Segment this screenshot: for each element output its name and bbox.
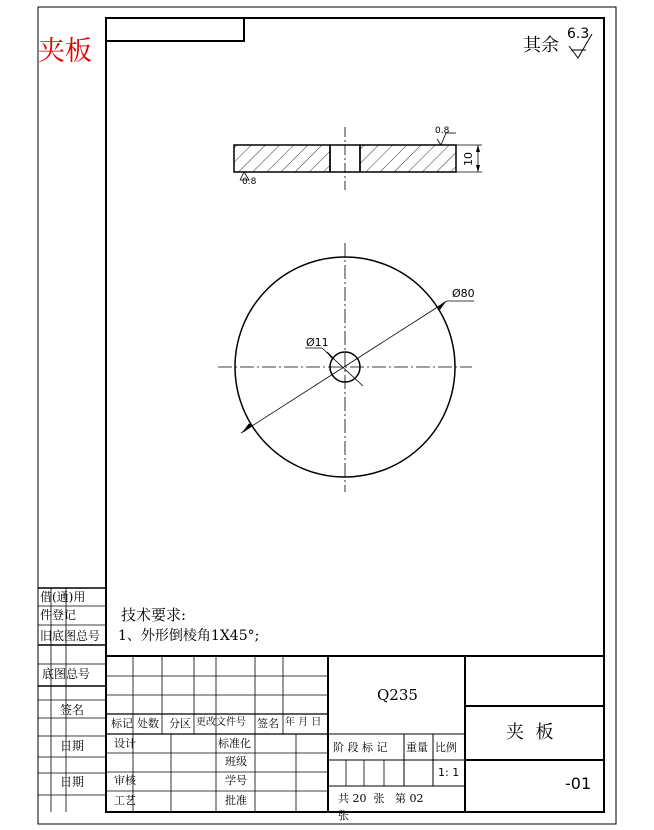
- lbl-standardization: 标准化: [218, 737, 251, 750]
- inner-dia-label: Ø11: [306, 336, 329, 349]
- hdr-date: 年 月 日: [285, 717, 322, 728]
- lbl-approve: 批准: [225, 794, 247, 807]
- section-right-hatch: [360, 145, 456, 172]
- tech-req-item: 1、外形倒棱角1X45°;: [118, 628, 260, 644]
- hdr-mark: 标记: [111, 717, 133, 730]
- side-old-drawing-label: 旧底图总号: [40, 629, 101, 643]
- roughness-other-value: 6.3: [567, 26, 590, 42]
- section-roughness-top: 0.8: [435, 126, 450, 136]
- lbl-review: 审核: [114, 774, 136, 787]
- drawing-number-label: -01: [565, 774, 592, 793]
- drawing-title-red: 夹板: [38, 36, 92, 67]
- material-label: Q235: [377, 686, 418, 704]
- lbl-stage-mark: 阶 段 标 记: [333, 741, 388, 754]
- thickness-dim-label: 10: [462, 152, 475, 166]
- lbl-process: 工艺: [114, 794, 136, 807]
- part-name-label: 夹 板: [506, 722, 554, 743]
- side-drawing-no-label: 底图总号: [42, 667, 91, 681]
- lbl-weight: 重量: [406, 741, 428, 754]
- lbl-scale: 比例: [435, 741, 457, 754]
- hdr-change-doc: 更改文件号: [196, 717, 246, 728]
- lbl-student-no: 学号: [225, 774, 247, 787]
- scale-value: 1: 1: [438, 766, 460, 779]
- roughness-other-label: 其余: [523, 35, 559, 56]
- tech-req-title: 技术要求:: [121, 606, 187, 624]
- side-date-label-1: 日期: [60, 739, 85, 753]
- side-borrow-label: 借(通)用: [40, 590, 86, 604]
- plan-view: [218, 243, 474, 492]
- hdr-zone: 分区: [169, 717, 191, 730]
- sheets-count: 共 20 张 第 02: [338, 792, 424, 805]
- hdr-count: 处数: [137, 717, 159, 730]
- corner-box: [106, 18, 244, 41]
- outer-dia-label: Ø80: [452, 287, 475, 300]
- inner-frame: [106, 18, 604, 812]
- section-view: [234, 127, 482, 190]
- side-register-label: 件登记: [40, 608, 77, 622]
- hdr-sign: 签名: [257, 717, 279, 730]
- section-roughness-bottom: 0.8: [242, 177, 257, 187]
- sheets-tail: 张: [338, 809, 349, 822]
- side-signature-label: 签名: [60, 703, 85, 717]
- side-date-label-2: 日期: [60, 775, 85, 789]
- section-left-hatch: [234, 145, 330, 172]
- lbl-class: 班级: [225, 755, 247, 768]
- lbl-design: 设计: [114, 737, 136, 750]
